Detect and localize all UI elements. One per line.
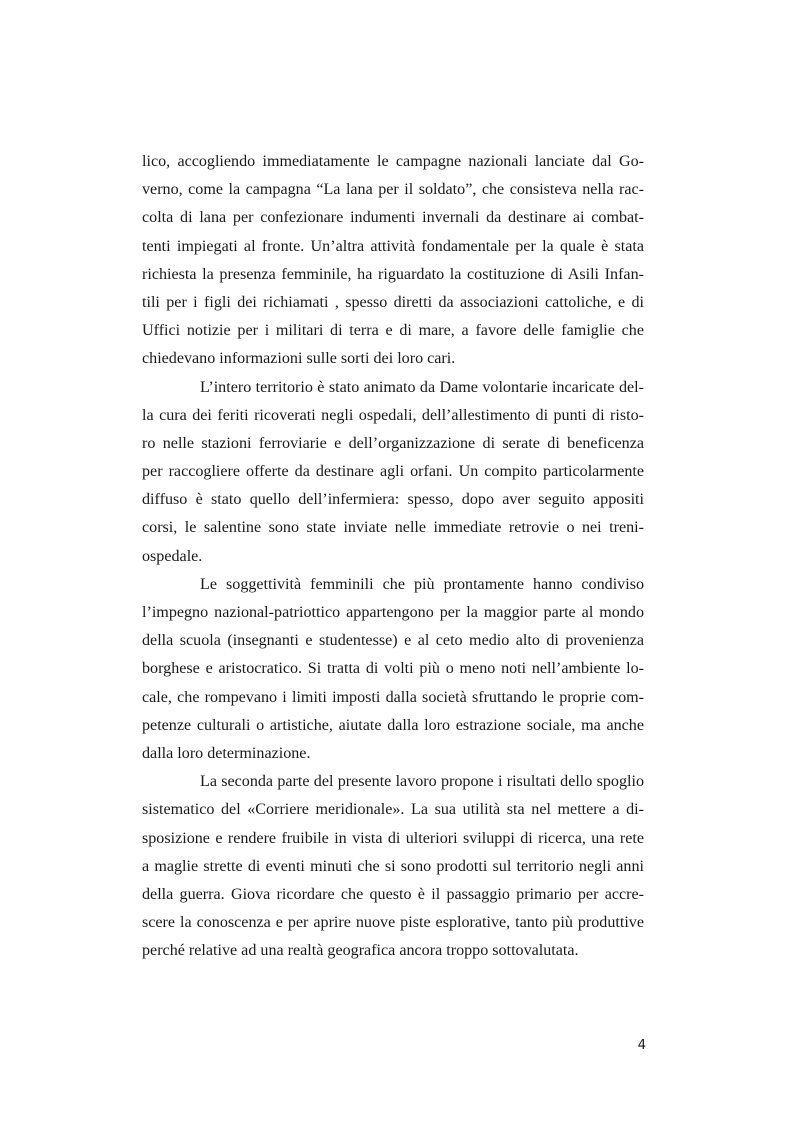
- text-line: ospedale.: [142, 547, 203, 565]
- text-line: l’impegno nazional-patriottico appartengono per la maggior parte al mondo: [142, 604, 644, 621]
- text-line: la cura dei feriti ricoverati negli ospedali, dell’allestimento di punti di risto-: [142, 406, 644, 424]
- text-line: della scuola (insegnanti e studentesse) e al ceto medio alto di provenienza: [142, 632, 644, 650]
- page-number: 4: [637, 1038, 646, 1053]
- paragraph: [142, 571, 644, 768]
- text-line: dalla loro determinazione.: [142, 744, 311, 762]
- text-line: diffuso è stato quello dell’infermiera: spesso, dopo aver seguito appositi: [142, 491, 644, 509]
- text-line: ro nelle stazioni ferroviarie e dell’organizzazione di serate di beneficenza: [142, 434, 644, 452]
- text-line: scere la conoscenza e per aprire nuove piste esplorative, tanto più produttive: [142, 914, 644, 932]
- paragraph: [142, 148, 644, 374]
- text-line: L’intero territorio è stato animato da Dame volontarie incaricate del-: [200, 378, 644, 396]
- text-line: tenti impiegati al fronte. Un’altra attività fondamentale per la quale è stata: [142, 237, 644, 255]
- text-line: sposizione e rendere fruibile in vista di ulteriori sviluppi di ricerca, una rete: [142, 829, 644, 847]
- text-line: della guerra. Giova ricordare che questo è il passaggio primario per accre-: [142, 885, 644, 903]
- text-line: La seconda parte del presente lavoro propone i risultati dello spoglio: [200, 773, 644, 791]
- text-line: petenze culturali o artistiche, aiutate dalla loro estrazione sociale, ma anche: [142, 716, 644, 734]
- text-line: lico, accogliendo immediatamente le campagne nazionali lanciate dal Go-: [142, 153, 644, 170]
- document-body: [142, 148, 644, 965]
- text-line: corsi, le salentine sono state inviate nelle immediate retrovie o nei treni-: [142, 519, 644, 537]
- text-line: perché relative ad una realtà geografica ancora troppo sottovalutata.: [142, 942, 579, 960]
- text-line: Le soggettività femminili che più prontamente hanno condiviso: [200, 575, 644, 593]
- text-line: cale, che rompevano i limiti imposti dalla società sfruttando le proprie com-: [142, 688, 644, 706]
- text-line: borghese e aristocratico. Si tratta di volti più o meno noti nell’ambiente lo-: [142, 660, 644, 678]
- text-line: colta di lana per confezionare indumenti invernali da destinare ai combat-: [142, 209, 644, 227]
- text-line: chiedevano informazioni sulle sorti dei loro cari.: [142, 350, 456, 368]
- paragraph: [142, 374, 644, 571]
- text-line: Uffici notizie per i militari di terra e di mare, a favore delle famiglie che: [142, 322, 644, 340]
- text-line: richiesta la presenza femminile, ha riguardato la costituzione di Asili Infan-: [142, 265, 644, 283]
- paragraph: [142, 768, 644, 965]
- text-line: sistematico del «Corriere meridionale». La sua utilità sta nel mettere a di-: [142, 801, 644, 819]
- text-line: a maglie strette di eventi minuti che si sono prodotti sul territorio negli anni: [142, 857, 644, 875]
- text-line: tili per i figli dei richiamati , spesso diretti da associazioni cattoliche, e di: [142, 293, 644, 311]
- text-line: verno, come la campagna “La lana per il soldato”, che consisteva nella rac-: [142, 181, 644, 199]
- text-line: per raccogliere offerte da destinare agli orfani. Un compito particolarmente: [142, 463, 644, 481]
